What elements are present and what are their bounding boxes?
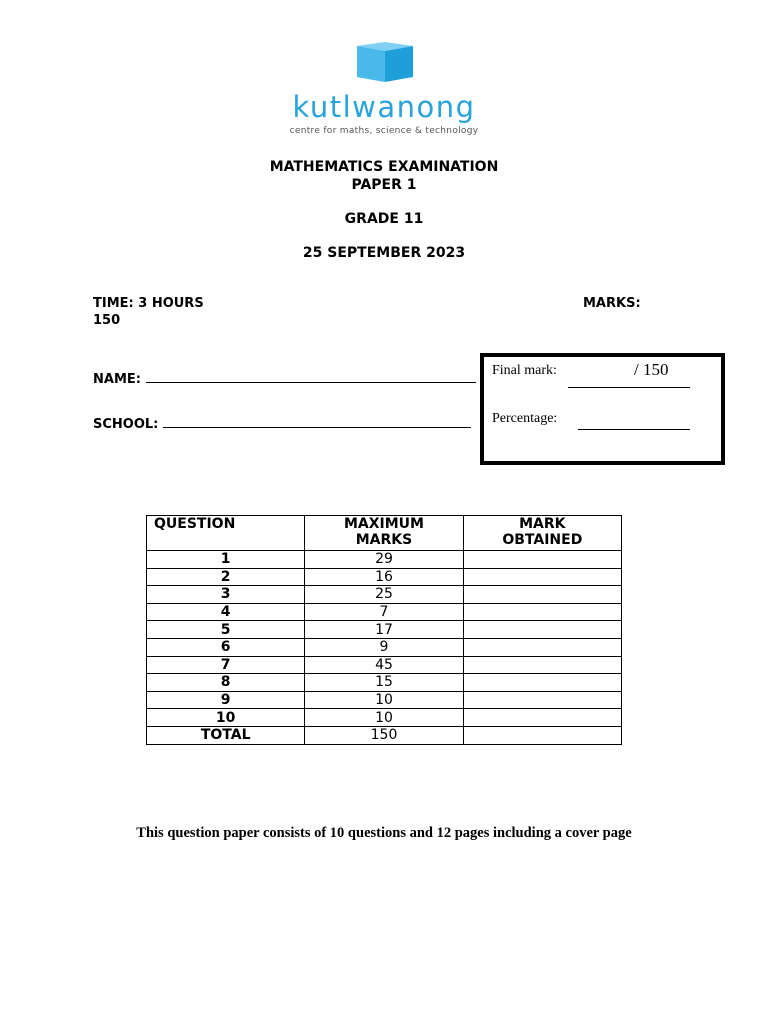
table-row (147, 621, 622, 639)
exam-date: 25 SEPTEMBER 2023 (302, 245, 466, 261)
maximum-marks: 9 (305, 638, 463, 656)
exam-title: MATHEMATICS EXAMINATION (269, 159, 499, 175)
question-number: 2 (147, 568, 305, 586)
footer-note: This question paper consists of 10 questions and 12 pages including a cover page (136, 825, 632, 841)
maximum-marks: 16 (305, 568, 463, 586)
table-row (147, 638, 622, 656)
question-number: 8 (147, 674, 305, 692)
time-allowed: TIME: 3 HOURS (93, 296, 204, 311)
final-mark-label: Final mark: (492, 363, 557, 378)
mark-obtained-field[interactable] (463, 726, 621, 744)
name-field[interactable] (146, 370, 476, 383)
mark-obtained-field[interactable] (463, 568, 621, 586)
mark-obtained-field[interactable] (463, 551, 621, 569)
maximum-marks: 15 (305, 674, 463, 692)
mark-obtained-field[interactable] (463, 621, 621, 639)
paper-number: PAPER 1 (351, 177, 417, 193)
final-mark-box (480, 353, 725, 465)
question-number: 9 (147, 691, 305, 709)
question-number: 5 (147, 621, 305, 639)
maximum-marks: 10 (305, 709, 463, 727)
maximum-marks: 25 (305, 586, 463, 604)
final-mark-field[interactable] (568, 387, 690, 388)
table-row (147, 726, 622, 744)
question-number: 7 (147, 656, 305, 674)
mark-obtained-field[interactable] (463, 586, 621, 604)
table-row (147, 568, 622, 586)
table-row (147, 656, 622, 674)
mark-obtained-field[interactable] (463, 691, 621, 709)
table-row (147, 603, 622, 621)
table-row (147, 691, 622, 709)
mark-obtained-field[interactable] (463, 638, 621, 656)
maximum-marks: 45 (305, 656, 463, 674)
maximum-marks: 7 (305, 603, 463, 621)
percentage-field[interactable] (578, 429, 690, 430)
table-row (147, 551, 622, 569)
brand-name: kutlwanong (292, 90, 476, 124)
header-question: QUESTION (147, 516, 305, 551)
maximum-marks: 150 (305, 726, 463, 744)
marks-value: 150 (93, 313, 121, 328)
table-row (147, 709, 622, 727)
maximum-marks: 29 (305, 551, 463, 569)
mark-obtained-field[interactable] (463, 603, 621, 621)
name-row (93, 370, 476, 387)
brand-tagline: centre for maths, science & technology (289, 126, 479, 136)
percentage-label: Percentage: (492, 411, 558, 426)
question-number: TOTAL (147, 726, 305, 744)
mark-obtained-field[interactable] (463, 674, 621, 692)
question-number: 3 (147, 586, 305, 604)
header-mark-obtained: MARK OBTAINED (463, 516, 621, 551)
question-number: 1 (147, 551, 305, 569)
marks-table (146, 515, 622, 745)
question-number: 10 (147, 709, 305, 727)
name-label: NAME: (93, 372, 141, 387)
table-row (147, 586, 622, 604)
school-label: SCHOOL: (93, 417, 159, 432)
maximum-marks: 10 (305, 691, 463, 709)
grade: GRADE 11 (344, 211, 424, 227)
logo-cube-icon (355, 42, 415, 82)
question-number: 4 (147, 603, 305, 621)
maximum-marks: 17 (305, 621, 463, 639)
mark-obtained-field[interactable] (463, 656, 621, 674)
school-row (93, 415, 471, 432)
final-mark-out-of: / 150 (634, 360, 669, 379)
marks-label: MARKS: (583, 296, 641, 311)
mark-obtained-field[interactable] (463, 709, 621, 727)
question-number: 6 (147, 638, 305, 656)
table-header-row (147, 516, 622, 551)
school-field[interactable] (163, 415, 471, 428)
header-maximum-marks: MAXIMUM MARKS (305, 516, 463, 551)
table-row (147, 674, 622, 692)
